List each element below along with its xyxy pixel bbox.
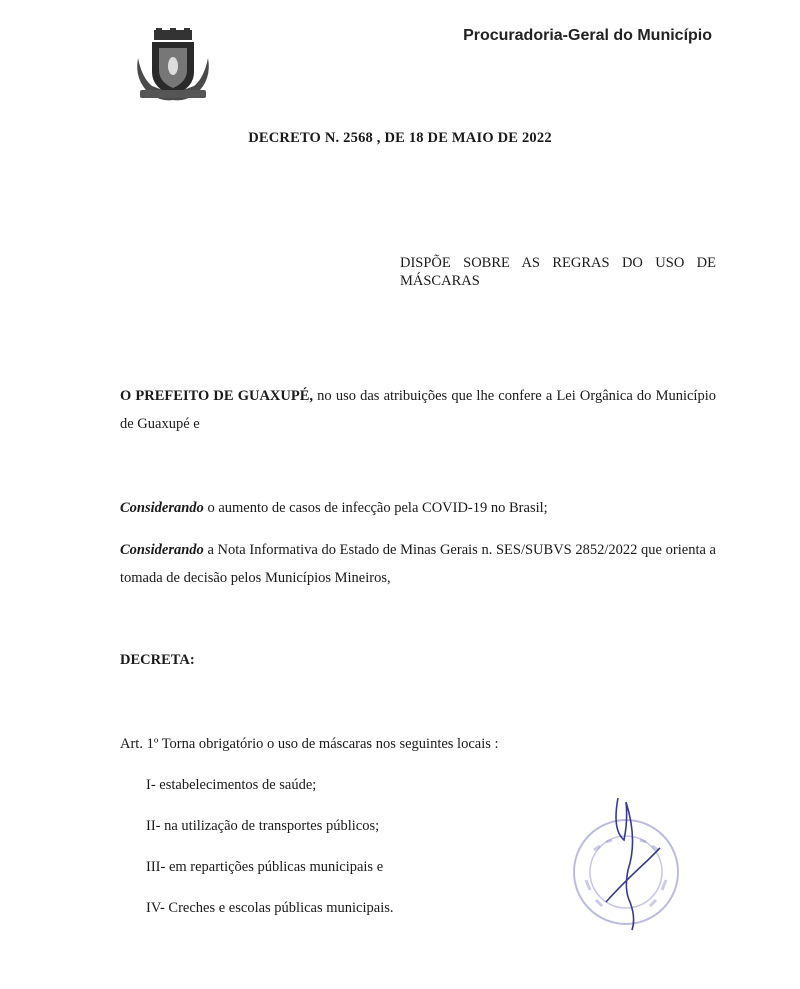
- considerando-lead: Considerando: [120, 500, 204, 516]
- article-1: Art. 1º Torna obrigatório o uso de máscaras nos seguintes locais :: [120, 736, 499, 752]
- list-item: II- na utilização de transportes públicos;: [146, 818, 380, 834]
- considerando-lead: Considerando: [120, 542, 204, 558]
- organization-header: Procuradoria-Geral do Município: [463, 27, 712, 44]
- intro-paragraph: [120, 382, 716, 438]
- list-item: III- em repartições públicas municipais e: [146, 859, 384, 875]
- decreta-heading: DECRETA:: [120, 652, 195, 668]
- considerando-paragraph: [120, 494, 716, 522]
- decree-title: DECRETO N. 2568 , DE 18 DE MAIO DE 2022: [248, 130, 552, 146]
- intro-lead: O PREFEITO DE GUAXUPÉ,: [120, 388, 314, 404]
- intro-text: no uso das atribuições que lhe confere a Lei Orgânica do Município de Guaxupé e: [120, 388, 716, 432]
- considerando-paragraph: [120, 536, 716, 592]
- list-item: IV- Creches e escolas públicas municipais.: [146, 900, 394, 916]
- decree-ementa: DISPÕE SOBRE AS REGRAS DO USO DE MÁSCARAS: [400, 255, 716, 289]
- list-item: I- estabelecimentos de saúde;: [146, 777, 317, 793]
- considerando-text: o aumento de casos de infecção pela COVID-19 no Brasil;: [203, 500, 548, 516]
- municipal-coat-of-arms-icon: [132, 28, 214, 104]
- considerando-text: a Nota Informativa do Estado de Minas Gerais n. SES/SUBVS 2852/2022 que orienta a tomada de decisão pelos Municípios Mineiros,: [120, 542, 716, 586]
- official-seal-signature-icon: [566, 790, 686, 940]
